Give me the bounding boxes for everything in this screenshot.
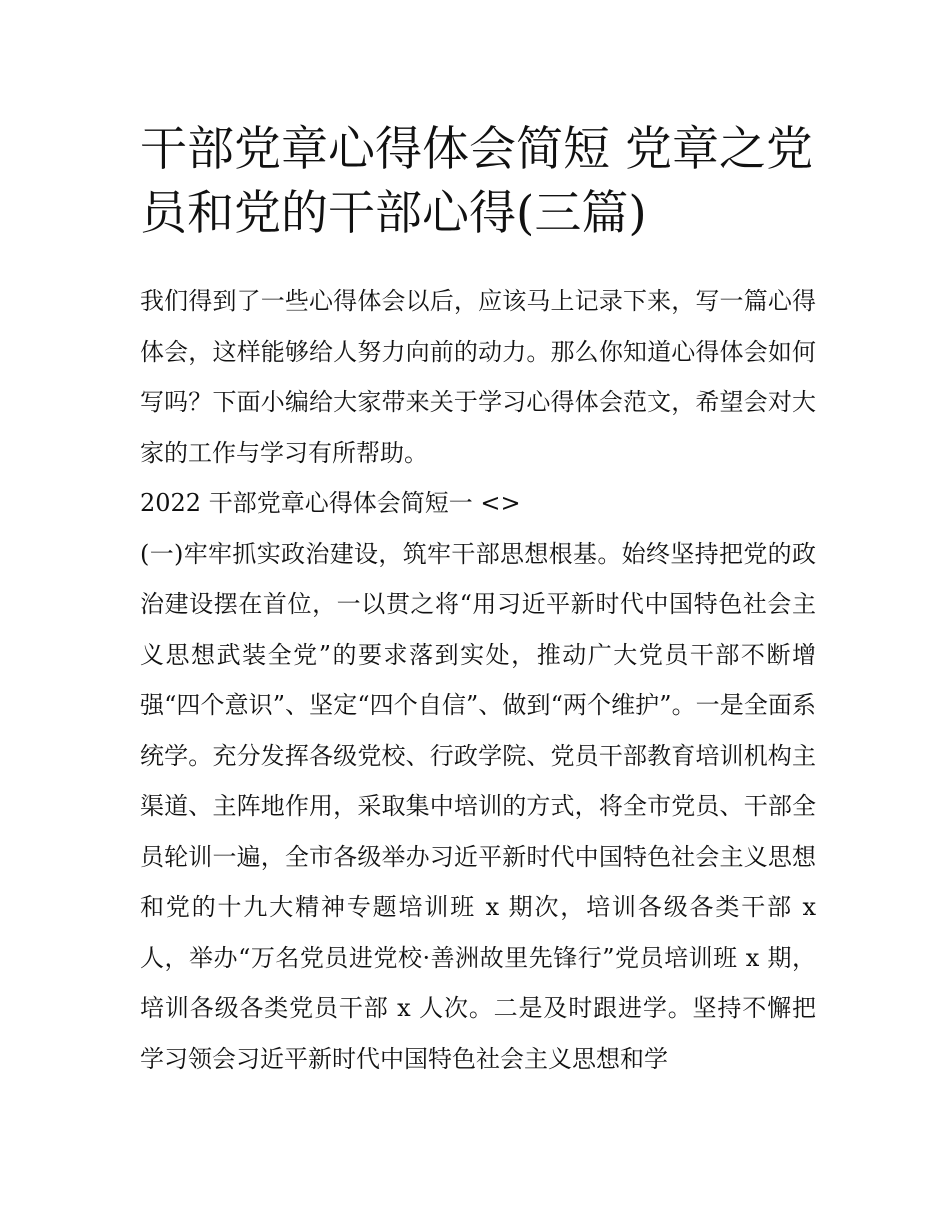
section-paragraph: (一)牢牢抓实政治建设，筑牢干部思想根基。始终坚持把党的政治建设摆在首位，一以贯之将“用习近平新时代中国特色社会主义思想武装全党”的要求落到实处，推动广大党员干部不断增强“四个意识”、坚定“四个自信”、做到“两个维护”。一是全面系统学。充分发挥各级党校、行政学院、党员干部教育培训机构主渠道、主阵地作用，采取集中培训的方式，将全市党员、干部全员轮训一遍，全市各级举办习近平新时代中国特色社会主义思想和党的十九大精神专题培训班 x 期次，培训各级各类干部 x 人，举办“万名党员进党校·善洲故里先锋行”党员培训班 x 期，培训各级各类党员干部 x 人次。二是及时跟进学。坚持不懈把学习领会习近平新时代中国特色社会主义思想和学 — [140, 539, 816, 1073]
document-body — [140, 276, 816, 1084]
intro-paragraph: 我们得到了一些心得体会以后，应该马上记录下来，写一篇心得体会，这样能够给人努力向前的动力。那么你知道心得体会如何写吗？下面小编给大家带来关于学习心得体会范文，希望会对大家的工作与学习有所帮助。 — [140, 287, 816, 467]
section-heading: 2022 干部党章心得体会简短一 <> — [140, 489, 521, 517]
document-title: 干部党章心得体会简短 党章之党员和党的干部心得(三篇) — [140, 122, 813, 241]
